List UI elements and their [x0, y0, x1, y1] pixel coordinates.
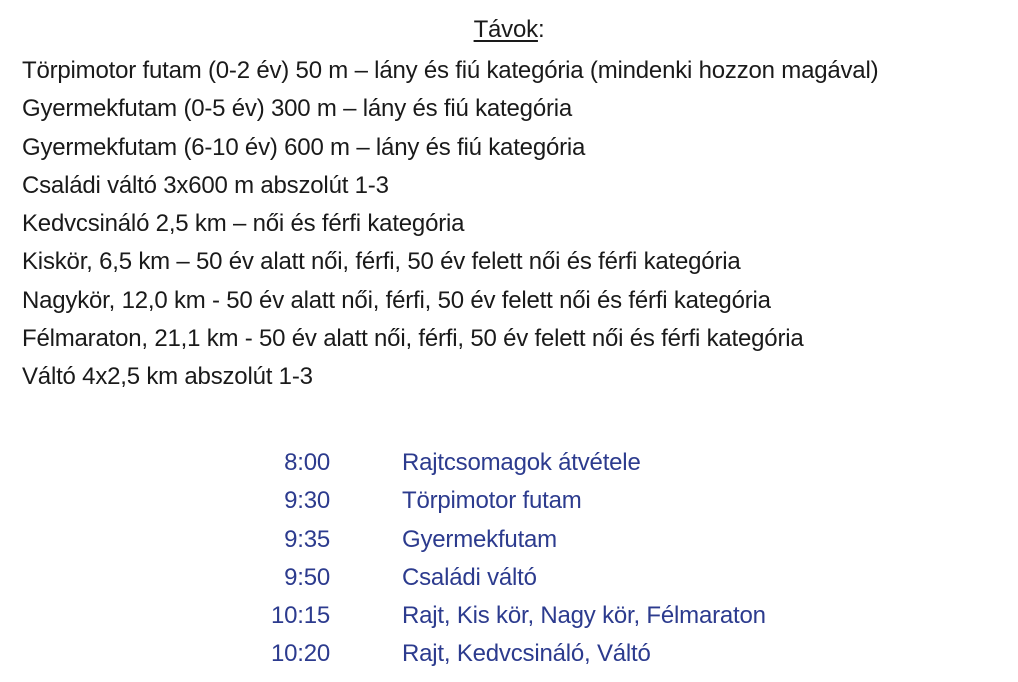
distance-item: Törpimotor futam (0-2 év) 50 m – lány és fiú kategória (mindenki hozzon magával): [22, 57, 879, 84]
schedule-event: Családi váltó: [402, 563, 537, 591]
distances-heading-title: Távok: [473, 16, 538, 43]
distances-list: [22, 52, 1002, 397]
schedule-row: [230, 635, 930, 673]
schedule-event: Rajt, Kedvcsináló, Váltó: [402, 640, 651, 668]
distance-item: Kiskör, 6,5 km – 50 év alatt női, férfi, 50 év felett női és férfi kategória: [22, 248, 741, 276]
schedule-time: 9:35: [284, 525, 330, 553]
distance-item: Gyermekfutam (6-10 év) 600 m – lány és fiú kategória: [22, 133, 586, 161]
distances-heading-colon: :: [537, 16, 545, 43]
distance-item: Kedvcsináló 2,5 km – női és férfi kategória: [22, 210, 465, 238]
schedule-event: Törpimotor futam: [402, 487, 582, 515]
schedule-event: Rajt, Kis kör, Nagy kör, Félmaraton: [402, 602, 766, 630]
schedule-row: [230, 597, 930, 635]
schedule-event: Rajtcsomagok átvétele: [402, 449, 641, 476]
schedule-row: [230, 521, 930, 559]
schedule-row: [230, 444, 930, 482]
schedule-time: 10:20: [270, 640, 330, 668]
distance-item: Nagykör, 12,0 km - 50 év alatt női, férfi, 50 év felett női és férfi kategória: [22, 286, 771, 314]
distance-item: Váltó 4x2,5 km abszolút 1-3: [22, 363, 313, 391]
schedule-row: [230, 482, 930, 520]
distances-heading: [0, 14, 1018, 46]
schedule-time: 9:30: [284, 487, 330, 515]
distance-item: Gyermekfutam (0-5 év) 300 m – lány és fiú kategória: [22, 95, 573, 123]
schedule-row: [230, 559, 930, 597]
schedule-list: [230, 444, 930, 674]
distance-item: Félmaraton, 21,1 km - 50 év alatt női, férfi, 50 év felett női és férfi kategória: [22, 325, 804, 353]
schedule-time: 8:00: [284, 449, 330, 476]
schedule-time: 9:50: [284, 563, 330, 591]
distance-item: Családi váltó 3x600 m abszolút 1-3: [22, 171, 389, 199]
schedule-time: 10:15: [270, 602, 330, 630]
schedule-event: Gyermekfutam: [402, 525, 557, 553]
